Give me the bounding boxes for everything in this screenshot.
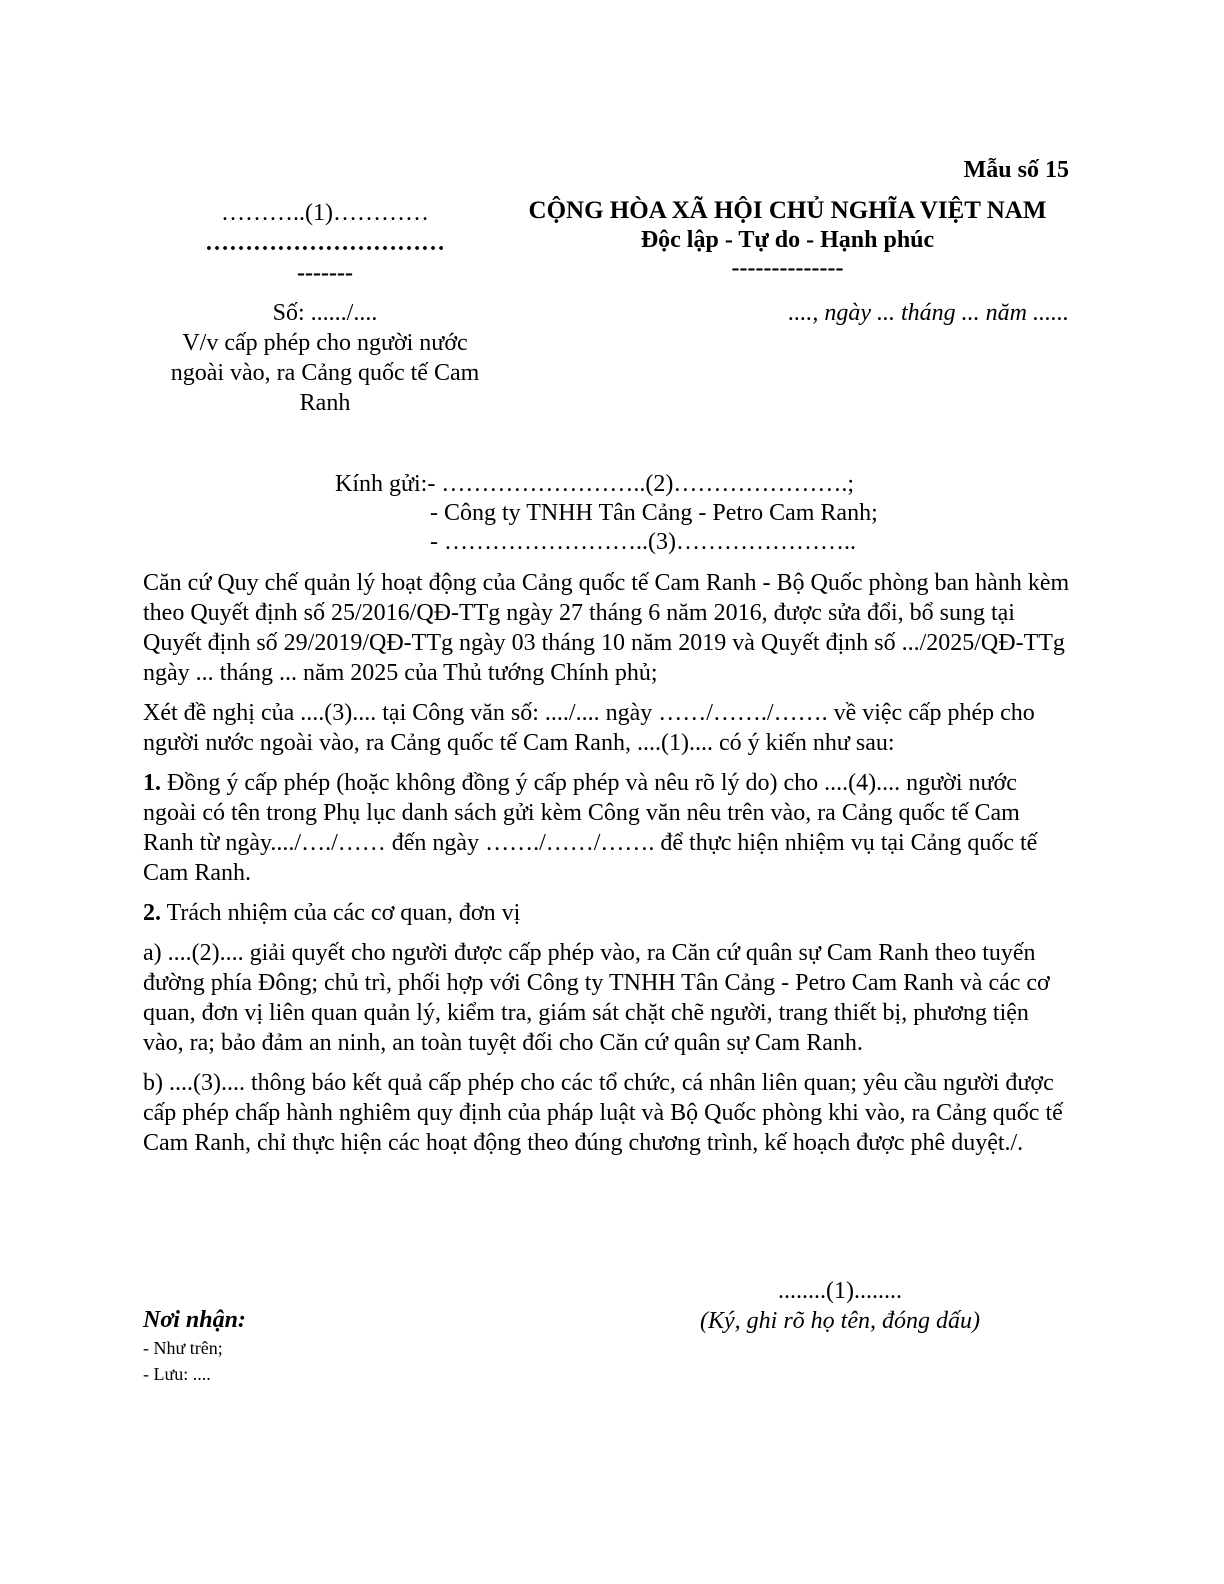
- receivers-title: Nơi nhận:: [143, 1307, 246, 1333]
- issuing-authority-block: [140, 198, 510, 288]
- item-1-paragraph: [143, 768, 1073, 888]
- item-b-paragraph: b) ....(3).... thông báo kết quả cấp phép cho các tổ chức, cá nhân liên quan; yêu cầu người được cấp phép chấp hành nghiêm quy định của pháp luật và Bộ Quốc phòng khi vào, ra Cảng quốc tế Cam Ranh, chỉ thực hiện các hoạt động theo đúng chương trình, kế hoạch được phê duyệt./.: [143, 1070, 1063, 1156]
- legal-basis-paragraph: Căn cứ Quy chế quản lý hoạt động của Cảng quốc tế Cam Ranh - Bộ Quốc phòng ban hành kèm theo Quyết định số 25/2016/QĐ-TTg ngày 27 tháng 6 năm 2016, được sửa đổi, bổ sung tại Quyết định số 29/2019/QĐ-TTg ngày 03 tháng 10 năm 2019 và Quyết định số .../2025/QĐ-TTg ngày ... tháng ... năm 2025 của Thủ tướng Chính phủ;: [143, 570, 1070, 686]
- item-1-text: Đồng ý cấp phép (hoặc không đồng ý cấp phép và nêu rõ lý do) cho ....(4).... người nước ngoài có tên trong Phụ lục danh sách gửi kèm Công văn nêu trên vào, ra Cảng quốc tế Cam Ranh từ ngày..../…./…… đến ngày ……./……/……. để thực hiện nhiệm vụ tại Cảng quốc tế Cam Ranh.: [143, 770, 1038, 886]
- reference-block: [140, 298, 510, 418]
- form-number: Mẫu số 15: [963, 157, 1069, 183]
- national-motto: Độc lập - Tự do - Hạnh phúc: [640, 227, 935, 253]
- document-body: [143, 568, 1073, 1168]
- nation-title: CỘNG HÒA XÃ HỘI CHỦ NGHĨA VIỆT NAM: [528, 197, 1047, 224]
- subject-line: Ranh: [299, 390, 351, 416]
- item-1-number: 1.: [143, 770, 161, 796]
- recipient-line: - Công ty TNHH Tân Cảng - Petro Cam Ranh;: [430, 500, 878, 526]
- recipients-block: [335, 470, 1055, 557]
- recipient-line: Kính gửi:- ……………………..(2)………………….;: [335, 471, 854, 497]
- signature-block: [640, 1276, 1040, 1336]
- document-number: Số: ....../....: [272, 300, 378, 326]
- receiver-item: - Như trên;: [143, 1338, 223, 1358]
- receiver-item: - Lưu: ....: [143, 1364, 211, 1384]
- issuing-authority-line: ………..(1)…………: [221, 200, 429, 226]
- right-divider: --------------: [731, 255, 844, 281]
- subject-line: ngoài vào, ra Cảng quốc tế Cam: [170, 360, 480, 386]
- signature-note: (Ký, ghi rõ họ tên, đóng dấu): [700, 1308, 980, 1334]
- item-2-number: 2.: [143, 900, 161, 926]
- item-2-paragraph: [143, 898, 1073, 928]
- national-heading: [505, 195, 1070, 282]
- receivers-block: [143, 1305, 443, 1387]
- left-divider: -------: [297, 260, 353, 286]
- item-2-text: Trách nhiệm của các cơ quan, đơn vị: [161, 900, 521, 926]
- issuing-unit-line: …………………………: [205, 230, 445, 256]
- date-place-line: ...., ngày ... tháng ... năm ......: [788, 300, 1069, 326]
- recipient-line: - ……………………..(3)…………………..: [430, 529, 856, 555]
- subject-line: V/v cấp phép cho người nước: [182, 330, 468, 356]
- consideration-paragraph: Xét đề nghị của ....(3).... tại Công văn số: ..../.... ngày ……/……./……. về việc cấp phép cho người nước ngoài vào, ra Cảng quốc tế Cam Ranh, ....(1).... có ý kiến như sau:: [143, 700, 1035, 756]
- item-a-paragraph: a) ....(2).... giải quyết cho người được cấp phép vào, ra Căn cứ quân sự Cam Ranh theo tuyến đường phía Đông; chủ trì, phối hợp với Công ty TNHH Tân Cảng - Petro Cam Ranh và các cơ quan, đơn vị liên quan quản lý, kiểm tra, giám sát chặt chẽ người, trang thiết bị, phương tiện vào, ra; bảo đảm an ninh, an toàn tuyệt đối cho Căn cứ quân sự Cam Ranh.: [143, 940, 1050, 1056]
- signer-title: ........(1)........: [778, 1278, 902, 1304]
